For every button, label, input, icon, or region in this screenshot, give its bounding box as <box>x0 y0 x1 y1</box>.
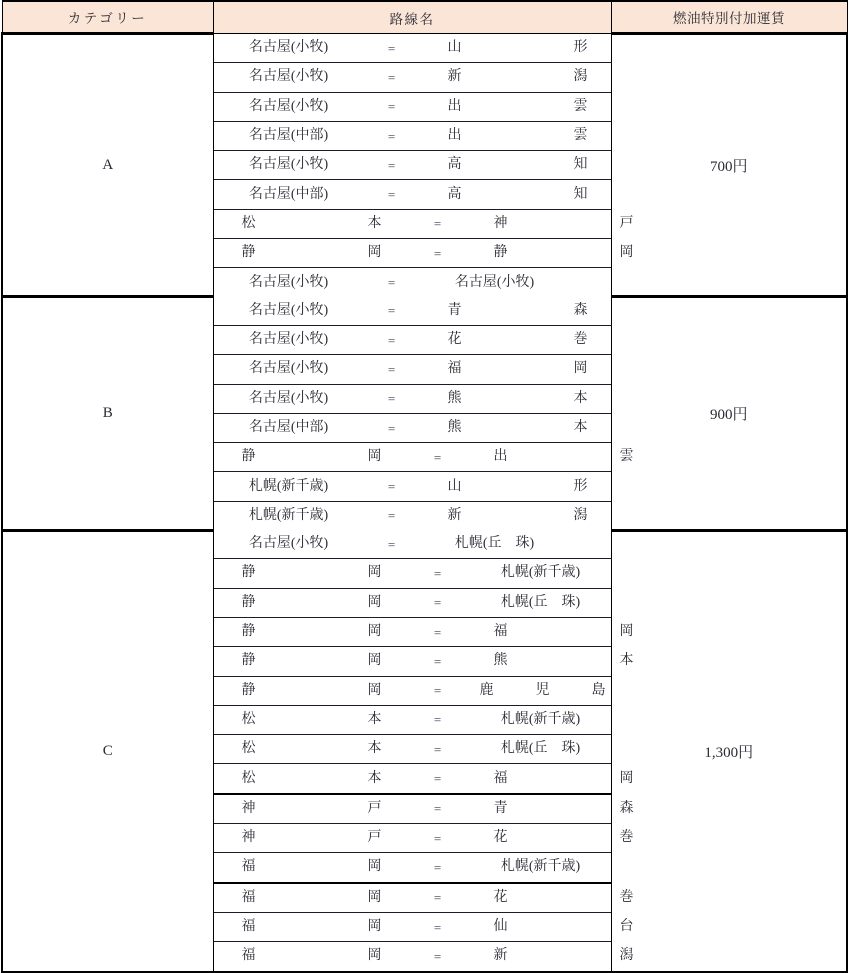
route-separator-icon: = <box>387 275 396 291</box>
route-destination: 札幌(丘 珠) <box>500 594 581 610</box>
route-origin: 神 戸 <box>241 800 410 816</box>
route-origin: 名古屋(中部) <box>248 128 329 144</box>
route-cell <box>213 63 616 92</box>
route-destination: 出 雲 <box>447 128 616 144</box>
route-destination: 花 巻 <box>493 889 662 905</box>
route-line <box>214 63 616 91</box>
route-line <box>214 34 616 62</box>
route-origin: 名古屋(小牧) <box>248 302 329 318</box>
route-line <box>214 385 616 413</box>
route-line <box>214 122 616 150</box>
route-separator-icon: = <box>433 948 442 964</box>
route-line <box>214 210 662 238</box>
route-separator-icon: = <box>387 420 396 436</box>
route-destination: 仙 台 <box>493 919 662 935</box>
table-row <box>2 34 847 63</box>
route-cell <box>213 180 616 209</box>
fare-amount: 700円 <box>709 158 748 175</box>
route-cell <box>213 355 616 384</box>
route-cell <box>213 676 620 705</box>
route-origin: 神 戸 <box>241 830 410 846</box>
route-line <box>214 764 662 792</box>
header-row <box>2 1 847 34</box>
route-separator-icon: = <box>387 303 396 319</box>
category-label: A <box>102 156 114 173</box>
route-line <box>214 502 616 530</box>
route-origin: 静 岡 <box>241 245 410 261</box>
route-cell <box>213 942 662 972</box>
route-destination: 出 雲 <box>493 449 662 465</box>
route-cell <box>213 325 616 354</box>
route-separator-icon: = <box>433 712 442 728</box>
route-separator-icon: = <box>387 99 396 115</box>
route-destination: 高 知 <box>447 186 616 202</box>
route-cell <box>213 297 616 326</box>
route-line <box>214 414 616 442</box>
route-origin: 名古屋(小牧) <box>248 361 329 377</box>
route-separator-icon: = <box>387 391 396 407</box>
route-destination: 新 潟 <box>493 948 662 964</box>
route-line <box>214 355 616 383</box>
route-line <box>214 239 662 267</box>
route-origin: 松 本 <box>241 741 410 757</box>
route-origin: 名古屋(小牧) <box>248 40 329 56</box>
route-cell <box>213 384 616 413</box>
route-destination: 札幌(丘 珠) <box>500 741 581 757</box>
route-cell <box>213 92 616 121</box>
route-cell <box>213 883 662 913</box>
route-cell <box>213 764 662 794</box>
route-destination: 出 雲 <box>447 98 616 114</box>
route-destination: 花 巻 <box>493 830 662 846</box>
route-destination: 福 岡 <box>493 770 662 786</box>
route-separator-icon: = <box>433 890 442 906</box>
route-line <box>214 735 611 763</box>
route-cell <box>213 239 662 268</box>
route-destination: 青 森 <box>447 302 616 318</box>
route-line <box>214 180 616 208</box>
route-destination: 札幌(新千歳) <box>500 859 581 875</box>
route-origin: 名古屋(中部) <box>248 420 329 435</box>
route-destination: 山 形 <box>447 40 616 56</box>
route-separator-icon: = <box>433 245 442 261</box>
route-origin: 福 岡 <box>241 919 410 935</box>
route-separator-icon: = <box>433 859 442 875</box>
route-origin: 松 本 <box>241 215 410 231</box>
category-label: C <box>102 742 113 759</box>
route-line <box>214 326 616 354</box>
route-separator-icon: = <box>387 157 396 173</box>
route-separator-icon: = <box>387 40 396 56</box>
route-line <box>214 589 611 617</box>
route-line <box>214 853 611 881</box>
table-row <box>2 530 847 559</box>
route-separator-icon: = <box>433 449 442 465</box>
table-body <box>2 34 847 972</box>
fare-amount: 900円 <box>709 406 748 423</box>
route-cell <box>213 735 611 764</box>
route-separator-icon: = <box>387 332 396 348</box>
route-destination: 札幌(新千歳) <box>500 711 581 727</box>
route-destination: 札幌(丘 珠) <box>454 536 535 552</box>
route-line <box>214 884 662 912</box>
route-destination: 熊 本 <box>493 653 662 669</box>
route-destination: 花 巻 <box>447 332 616 348</box>
route-cell <box>213 647 662 676</box>
route-origin: 福 岡 <box>241 859 410 875</box>
route-origin: 名古屋(中部) <box>248 186 329 202</box>
column-header-fare: 燃油特別付加運賃 <box>611 1 847 34</box>
route-line <box>214 443 662 471</box>
route-cell <box>213 794 662 824</box>
route-destination: 神 戸 <box>493 215 662 231</box>
route-cell <box>213 209 662 238</box>
route-line <box>214 297 616 325</box>
route-separator-icon: = <box>433 919 442 935</box>
route-line <box>214 559 611 587</box>
table-row <box>2 297 847 326</box>
route-cell <box>213 530 611 559</box>
route-separator-icon: = <box>433 801 442 817</box>
route-separator-icon: = <box>387 361 396 377</box>
fare-amount: 1,300円 <box>704 744 754 761</box>
route-separator-icon: = <box>433 653 442 669</box>
route-separator-icon: = <box>387 508 396 524</box>
table-header <box>2 1 847 34</box>
fare-cell-c <box>611 530 847 971</box>
route-separator-icon: = <box>433 741 442 757</box>
route-origin: 札幌(新千歳) <box>248 507 329 523</box>
route-origin: 名古屋(小牧) <box>248 390 329 406</box>
route-separator-icon: = <box>387 187 396 203</box>
column-header-route: 路線名 <box>213 1 611 34</box>
route-line <box>214 913 662 941</box>
route-cell <box>213 151 616 180</box>
route-origin: 松 本 <box>241 711 410 727</box>
route-separator-icon: = <box>433 565 442 581</box>
route-origin: 松 本 <box>241 770 410 786</box>
route-origin: 静 岡 <box>241 624 410 640</box>
route-origin: 静 岡 <box>241 653 410 669</box>
route-origin: 福 岡 <box>241 889 410 905</box>
route-origin: 福 岡 <box>241 948 410 964</box>
route-separator-icon: = <box>433 216 442 232</box>
route-origin: 名古屋(小牧) <box>248 69 329 85</box>
route-separator-icon: = <box>387 479 396 495</box>
route-destination: 札幌(新千歳) <box>500 565 581 581</box>
route-destination: 福 岡 <box>447 361 616 377</box>
route-destination: 熊 本 <box>447 390 616 406</box>
route-origin: 名古屋(小牧) <box>248 157 329 173</box>
route-cell <box>213 705 611 734</box>
route-origin: 名古屋(小牧) <box>248 536 329 552</box>
route-line <box>214 151 616 179</box>
route-separator-icon: = <box>433 624 442 640</box>
route-destination: 鹿 児 島 <box>479 682 620 698</box>
category-cell-c <box>2 530 213 971</box>
route-separator-icon: = <box>387 536 396 552</box>
route-cell <box>213 501 616 530</box>
route-destination: 名古屋(小牧) <box>454 274 535 290</box>
route-cell <box>213 588 611 617</box>
category-cell-a <box>2 34 213 297</box>
route-line <box>214 647 662 675</box>
route-separator-icon: = <box>387 69 396 85</box>
route-cell <box>213 472 616 501</box>
route-cell <box>213 617 662 646</box>
route-destination: 高 知 <box>447 157 616 173</box>
route-cell <box>213 443 662 472</box>
route-cell <box>213 34 616 63</box>
route-origin: 名古屋(小牧) <box>248 274 329 290</box>
route-separator-icon: = <box>433 683 442 699</box>
route-cell <box>213 824 662 853</box>
route-destination: 青 森 <box>493 800 662 816</box>
route-cell <box>213 413 616 442</box>
route-separator-icon: = <box>433 771 442 787</box>
route-origin: 静 岡 <box>241 682 410 698</box>
route-destination: 新 潟 <box>447 69 616 85</box>
route-line <box>214 677 620 705</box>
route-line <box>214 824 662 852</box>
route-destination: 山 形 <box>447 478 616 494</box>
route-origin: 静 岡 <box>241 449 410 465</box>
category-label: B <box>102 404 113 421</box>
route-line <box>214 472 616 500</box>
category-cell-b <box>2 297 213 530</box>
route-origin: 札幌(新千歳) <box>248 478 329 494</box>
route-origin: 名古屋(小牧) <box>248 98 329 114</box>
route-separator-icon: = <box>433 830 442 846</box>
route-cell <box>213 912 662 941</box>
route-line <box>214 942 662 970</box>
route-line <box>214 93 616 121</box>
route-line <box>214 530 611 558</box>
column-header-category: カテゴリー <box>2 1 213 34</box>
route-origin: 名古屋(小牧) <box>248 332 329 348</box>
fare-cell-b <box>611 297 847 530</box>
route-origin: 静 岡 <box>241 565 410 581</box>
route-cell <box>213 121 616 150</box>
fuel-surcharge-table <box>1 0 848 973</box>
route-line <box>214 268 611 296</box>
route-separator-icon: = <box>387 128 396 144</box>
route-cell <box>213 559 611 588</box>
route-line <box>214 795 662 823</box>
route-line <box>214 706 611 734</box>
route-destination: 新 潟 <box>447 507 616 523</box>
route-destination: 熊 本 <box>447 420 616 435</box>
route-cell <box>213 268 611 297</box>
route-destination: 静 岡 <box>493 245 662 261</box>
route-origin: 静 岡 <box>241 594 410 610</box>
route-cell <box>213 853 611 883</box>
route-separator-icon: = <box>433 595 442 611</box>
route-destination: 福 岡 <box>493 624 662 640</box>
route-line <box>214 618 662 646</box>
